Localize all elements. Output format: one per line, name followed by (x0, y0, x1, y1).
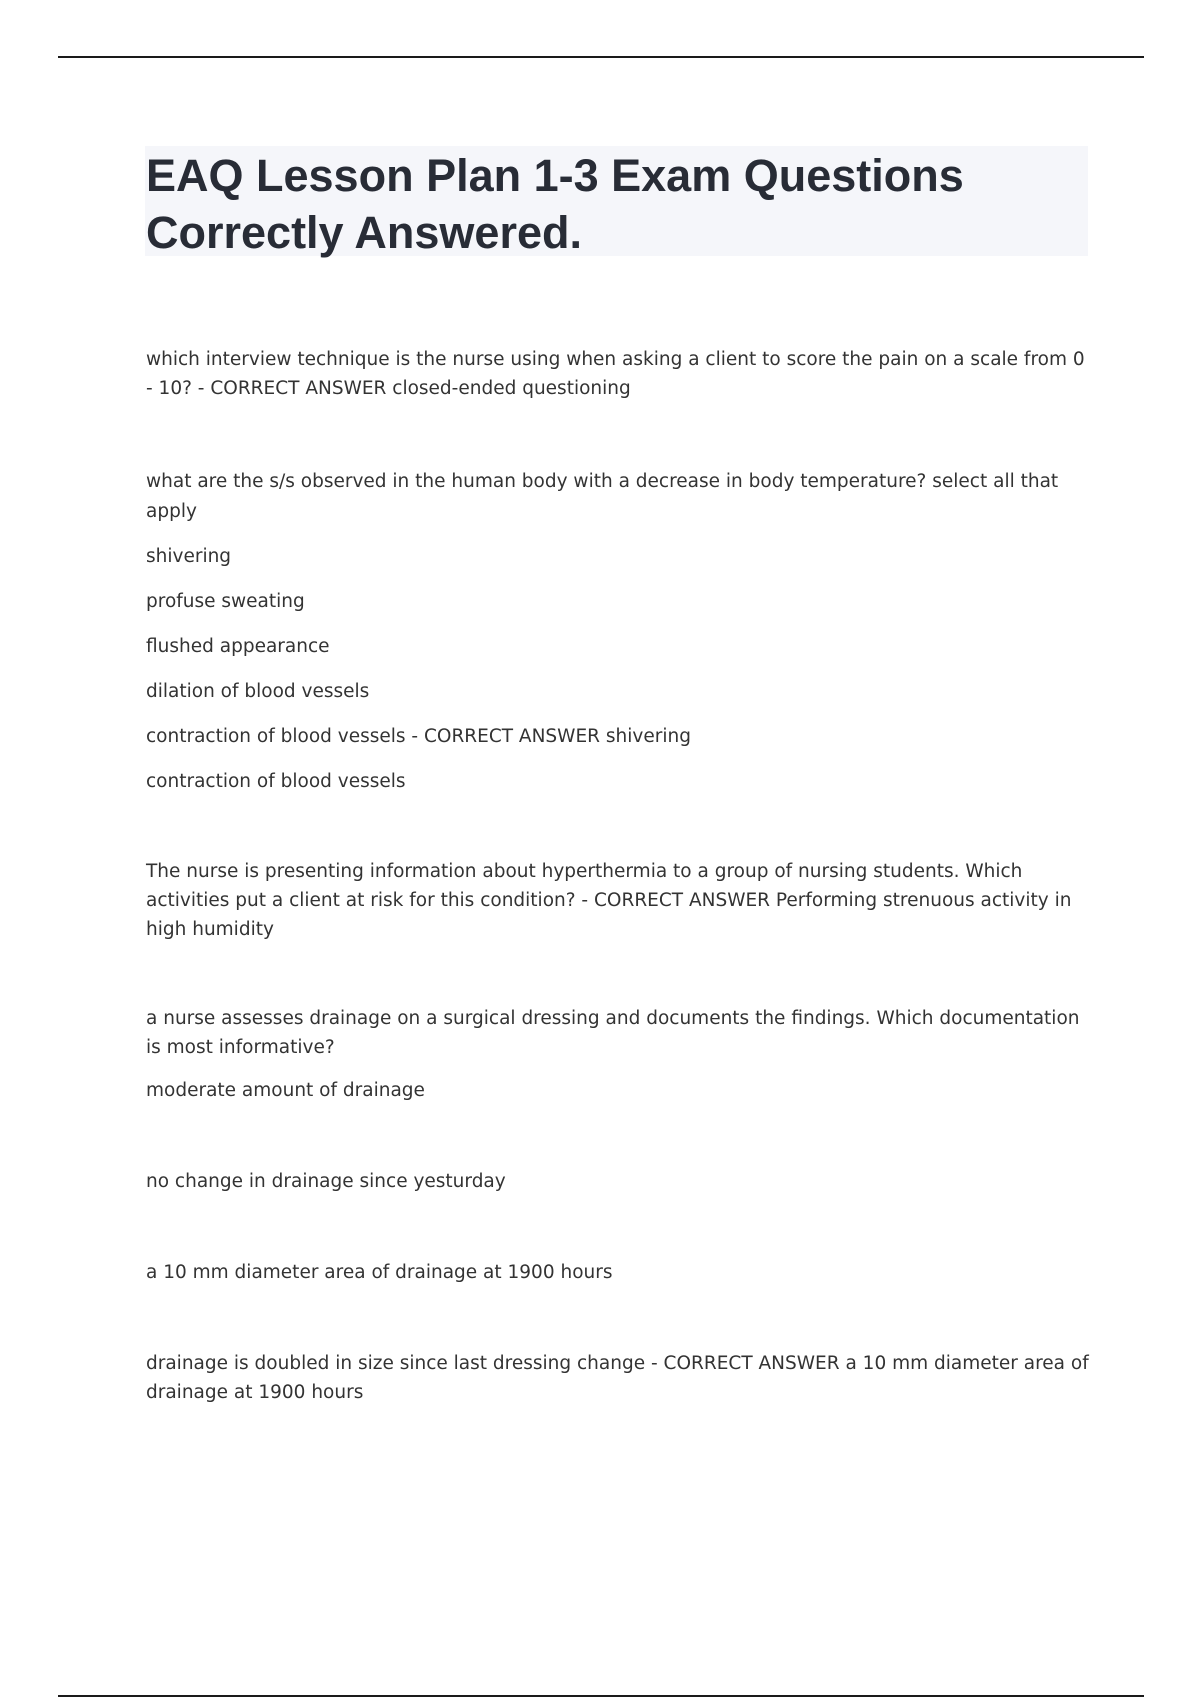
question-3: The nurse is presenting information about hyperthermia to a group of nursing students. Which activities put a client at risk for this condition? - CORRECT ANSWER Performing strenuous activity in high humidity (146, 861, 1072, 940)
question-4-option-2: no change in drainage since yesturday (146, 1171, 506, 1192)
question-2-option-4: dilation of blood vessels (146, 681, 370, 702)
question-2-option-1: shivering (146, 546, 232, 567)
bottom-rule (58, 1695, 1144, 1697)
question-2-option-2: profuse sweating (146, 591, 305, 612)
question-4: a nurse assesses drainage on a surgical dressing and documents the findings. Which documentation is most informative? (146, 1008, 1080, 1058)
document-body (146, 345, 1091, 1407)
question-1: which interview technique is the nurse using when asking a client to score the pain on a scale from 0 - 10? - CORRECT ANSWER closed-ended questioning (146, 349, 1085, 399)
top-rule (58, 56, 1144, 58)
question-2-option-5-answer: contraction of blood vessels - CORRECT ANSWER shivering (146, 726, 691, 747)
question-4-option-1: moderate amount of drainage (146, 1080, 425, 1101)
document-title: EAQ Lesson Plan 1-3 Exam Questions Correctly Answered. (146, 150, 964, 258)
question-4-option-3: a 10 mm diameter area of drainage at 1900 hours (146, 1262, 613, 1283)
question-2-answer-continued: contraction of blood vessels (146, 771, 406, 792)
question-4-option-4-answer: drainage is doubled in size since last dressing change - CORRECT ANSWER a 10 mm diameter area of drainage at 1900 hours (146, 1353, 1089, 1403)
question-2-option-3: flushed appearance (146, 636, 330, 657)
question-2: what are the s/s observed in the human body with a decrease in body temperature? select all that apply (146, 471, 1059, 522)
